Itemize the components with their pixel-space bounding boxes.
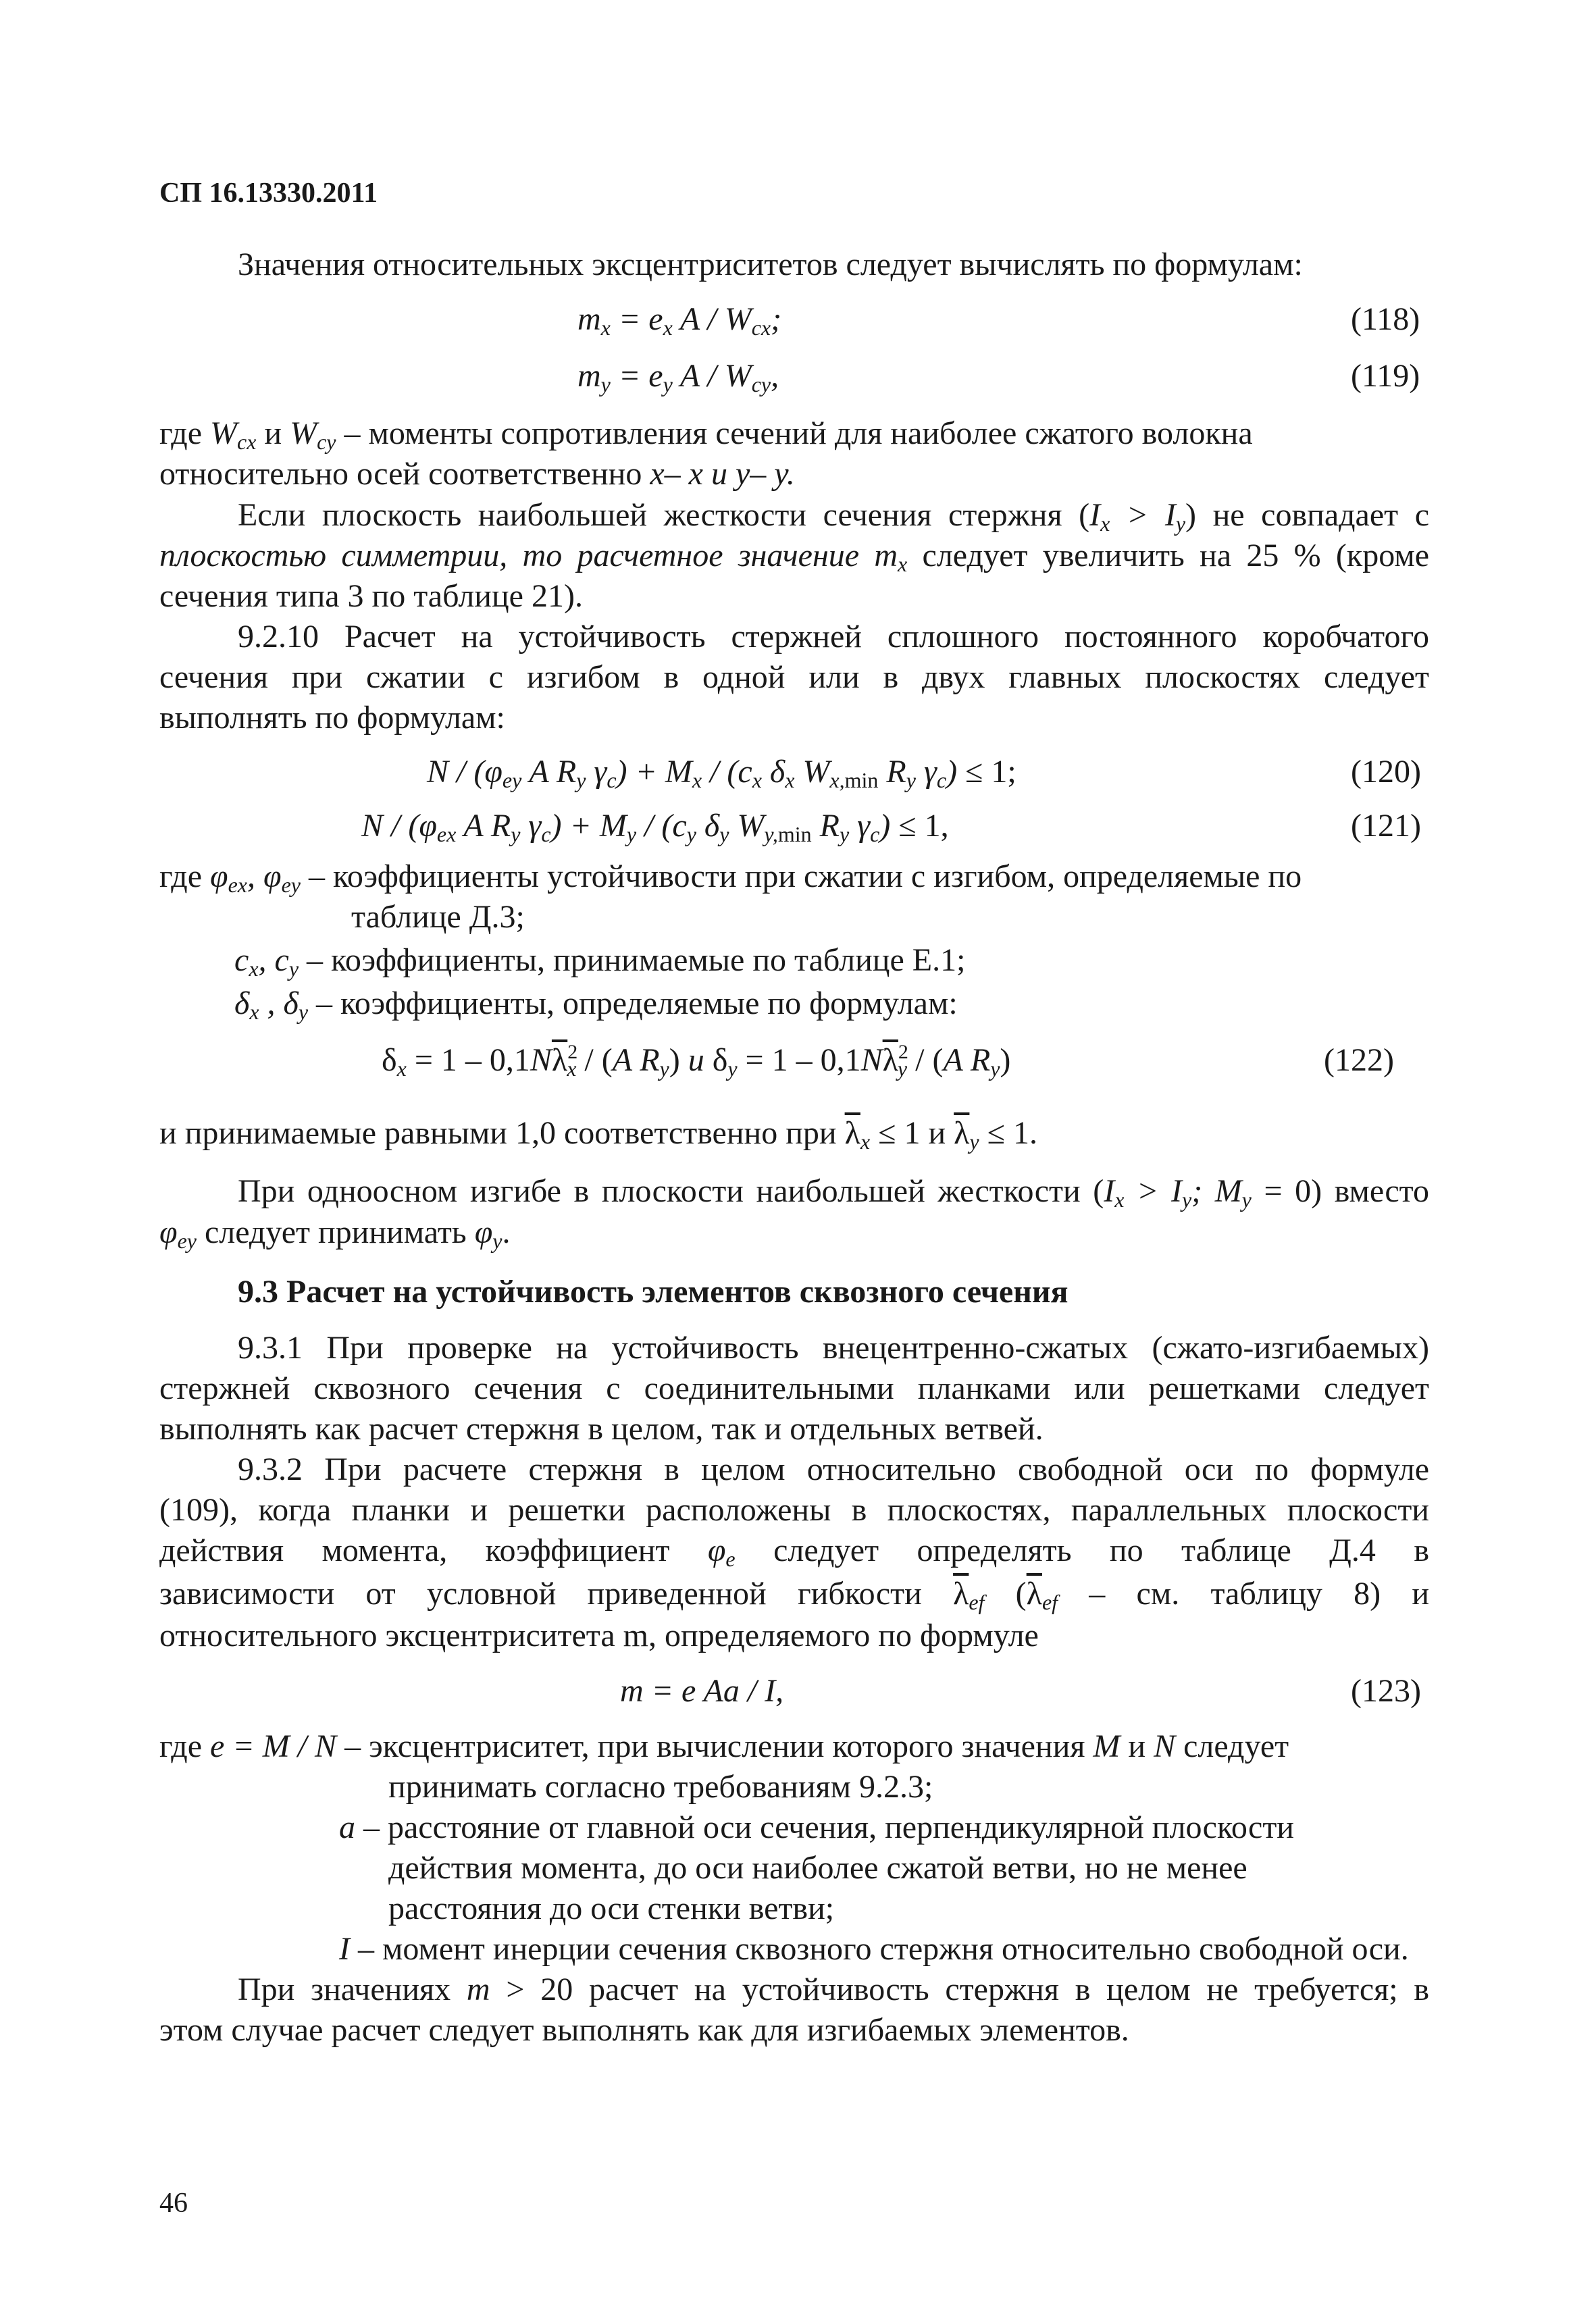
formula-122: $\delta_x = 1 - 0,1N\overline{\lambda}^2_x / (A$ $R_y$) и $\delta_y = 1 - 0,1N\overline{\lambda}^2_y / (A$ $R_y$) bbox=[382, 1041, 1011, 1081]
equation-number-121: (121) bbox=[1351, 808, 1421, 844]
intro-paragraph: Значения относительных эксцентриситетов следует вычислять по формулам: bbox=[238, 247, 1303, 282]
clause-9-3-2-line1: 9.3.2 При расчете стержня в целом относительно свободной оси по формуле bbox=[238, 1451, 1429, 1487]
uniaxial-line1: При одноосном изгибе в плоскости наибольшей жесткости ($I_x > I_y$; $M_y = 0$) вместо bbox=[238, 1173, 1429, 1212]
clause-9-2-10-line2: сечения при сжатии с изгибом в одной или в двух главных плоскостях следует bbox=[159, 659, 1429, 695]
where-phi-line2: таблице Д.3; bbox=[351, 899, 525, 935]
final-paragraph-line2: этом случае расчет следует выполнять как для изгибаемых элементов. bbox=[159, 2012, 1129, 2048]
where-a-line3: расстояния до оси стенки ветви; bbox=[388, 1891, 835, 1926]
formula-121: N / ($\varphi_{ex}$ A $R_y$ $\gamma_c) + M_y / (c_y$ $\delta_y$ $W_{y,min}$ $R_y$ $\gamma_c) \le 1$, bbox=[361, 808, 949, 846]
where-axes: относительно осей соответственно x– x и y– y. bbox=[159, 456, 795, 492]
where-a-line1: a – расстояние от главной оси сечения, перпендикулярной плоскости bbox=[339, 1809, 1294, 1845]
page-number: 46 bbox=[159, 2188, 188, 2219]
plane-paragraph-line2: плоскостью симметрии, то расчетное значение $m_x$ следует увеличить на 25 % (кроме bbox=[159, 538, 1430, 576]
final-paragraph-line1: При значениях m > 20 расчет на устойчивость стержня в целом не требуется; в bbox=[238, 1972, 1430, 2007]
clause-9-3-2-line4: зависимости от условной приведенной гибкости $\overline{\lambda}_{ef}$ ($\overline{\lambda}_{ef}$ – см. таблицу 8) и bbox=[159, 1576, 1430, 1614]
formula-118: $m_x = e_x$ A / $W_{cx}$; bbox=[577, 301, 782, 340]
formula-120: N / ($\varphi_{ey}$ A $R_y$ $\gamma_c) + M_x / (c_x$ $\delta_x$ $W_{x,min}$ $R_y$ $\gamma_c) \le 1$; bbox=[427, 754, 1016, 792]
clause-9-3-1-line3: выполнять как расчет стержня в целом, так и отдельных ветвей. bbox=[159, 1411, 1044, 1447]
where-e-line2: принимать согласно требованиям 9.2.3; bbox=[388, 1769, 933, 1805]
clause-9-3-2-line2: (109), когда планки и решетки расположены в плоскостях, параллельных плоскости bbox=[159, 1492, 1429, 1528]
clause-9-2-10-line3: выполнять по формулам: bbox=[159, 700, 505, 736]
equation-number-122: (122) bbox=[1324, 1042, 1394, 1078]
clause-9-3-1-line1: 9.3.1 При проверке на устойчивость внецентренно-сжатых (сжато-изгибаемых) bbox=[238, 1330, 1429, 1366]
clause-9-3-2-line5: относительного эксцентриситета m, определяемого по формуле bbox=[159, 1618, 1039, 1653]
document-code: СП 16.13330.2011 bbox=[159, 178, 378, 209]
clause-9-2-10-line1: 9.2.10 Расчет на устойчивость стержней сплошного постоянного коробчатого bbox=[238, 619, 1429, 654]
where-phi-line1: где $\varphi_{ex}$, $\varphi_{ey}$ – коэффициенты устойчивости при сжатии с изгибом, определяемые по bbox=[159, 858, 1302, 897]
formula-123: m = e Aa / I, bbox=[620, 1673, 784, 1709]
section-9-3-heading: 9.3 Расчет на устойчивость элементов сквозного сечения bbox=[238, 1274, 1069, 1310]
equation-number-123: (123) bbox=[1351, 1673, 1421, 1709]
where-c: $c_x$, $c_y$ – коэффициенты, принимаемые по таблице Е.1; bbox=[234, 942, 966, 981]
formula-119: $m_y = e_y$ A / $W_{cy}$, bbox=[577, 358, 779, 396]
where-a-line2: действия момента, до оси наиболее сжатой ветви, но не менее bbox=[388, 1850, 1247, 1886]
equation-number-120: (120) bbox=[1351, 754, 1421, 790]
clause-9-3-1-line2: стержней сквозного сечения с соединительными планками или решетками следует bbox=[159, 1370, 1429, 1406]
plane-paragraph-line3: сечения типа 3 по таблице 21). bbox=[159, 578, 583, 614]
uniaxial-line2: $\varphi_{ey}$ следует принимать $\varphi_y$. bbox=[159, 1214, 511, 1253]
equation-number-119: (119) bbox=[1351, 358, 1420, 394]
accepted-values-line: и принимаемые равными 1,0 соответственно при $\overline{\lambda}_x \le 1$ и $\overline{\lambda}_y \le 1$. bbox=[159, 1115, 1037, 1154]
where-section-moduli: где $W_{cx}$ и $W_{cy}$ – моменты сопротивления сечений для наиболее сжатого волокна bbox=[159, 415, 1253, 454]
where-i: I – момент инерции сечения сквозного стержня относительно свободной оси. bbox=[339, 1931, 1409, 1967]
where-e-line1: где e = M / N – эксцентриситет, при вычислении которого значения M и N следует bbox=[159, 1728, 1289, 1764]
equation-number-118: (118) bbox=[1351, 301, 1420, 337]
where-delta: $\delta_x$ , $\delta_y$ – коэффициенты, определяемые по формулам: bbox=[234, 985, 958, 1024]
plane-paragraph-line1: Если плоскость наибольшей жесткости сечения стержня $(I_x > I_y)$ не совпадает с bbox=[238, 497, 1430, 536]
clause-9-3-2-line3: действия момента, коэффициент $\varphi_e$ следует определять по таблице Д.4 в bbox=[159, 1533, 1430, 1571]
